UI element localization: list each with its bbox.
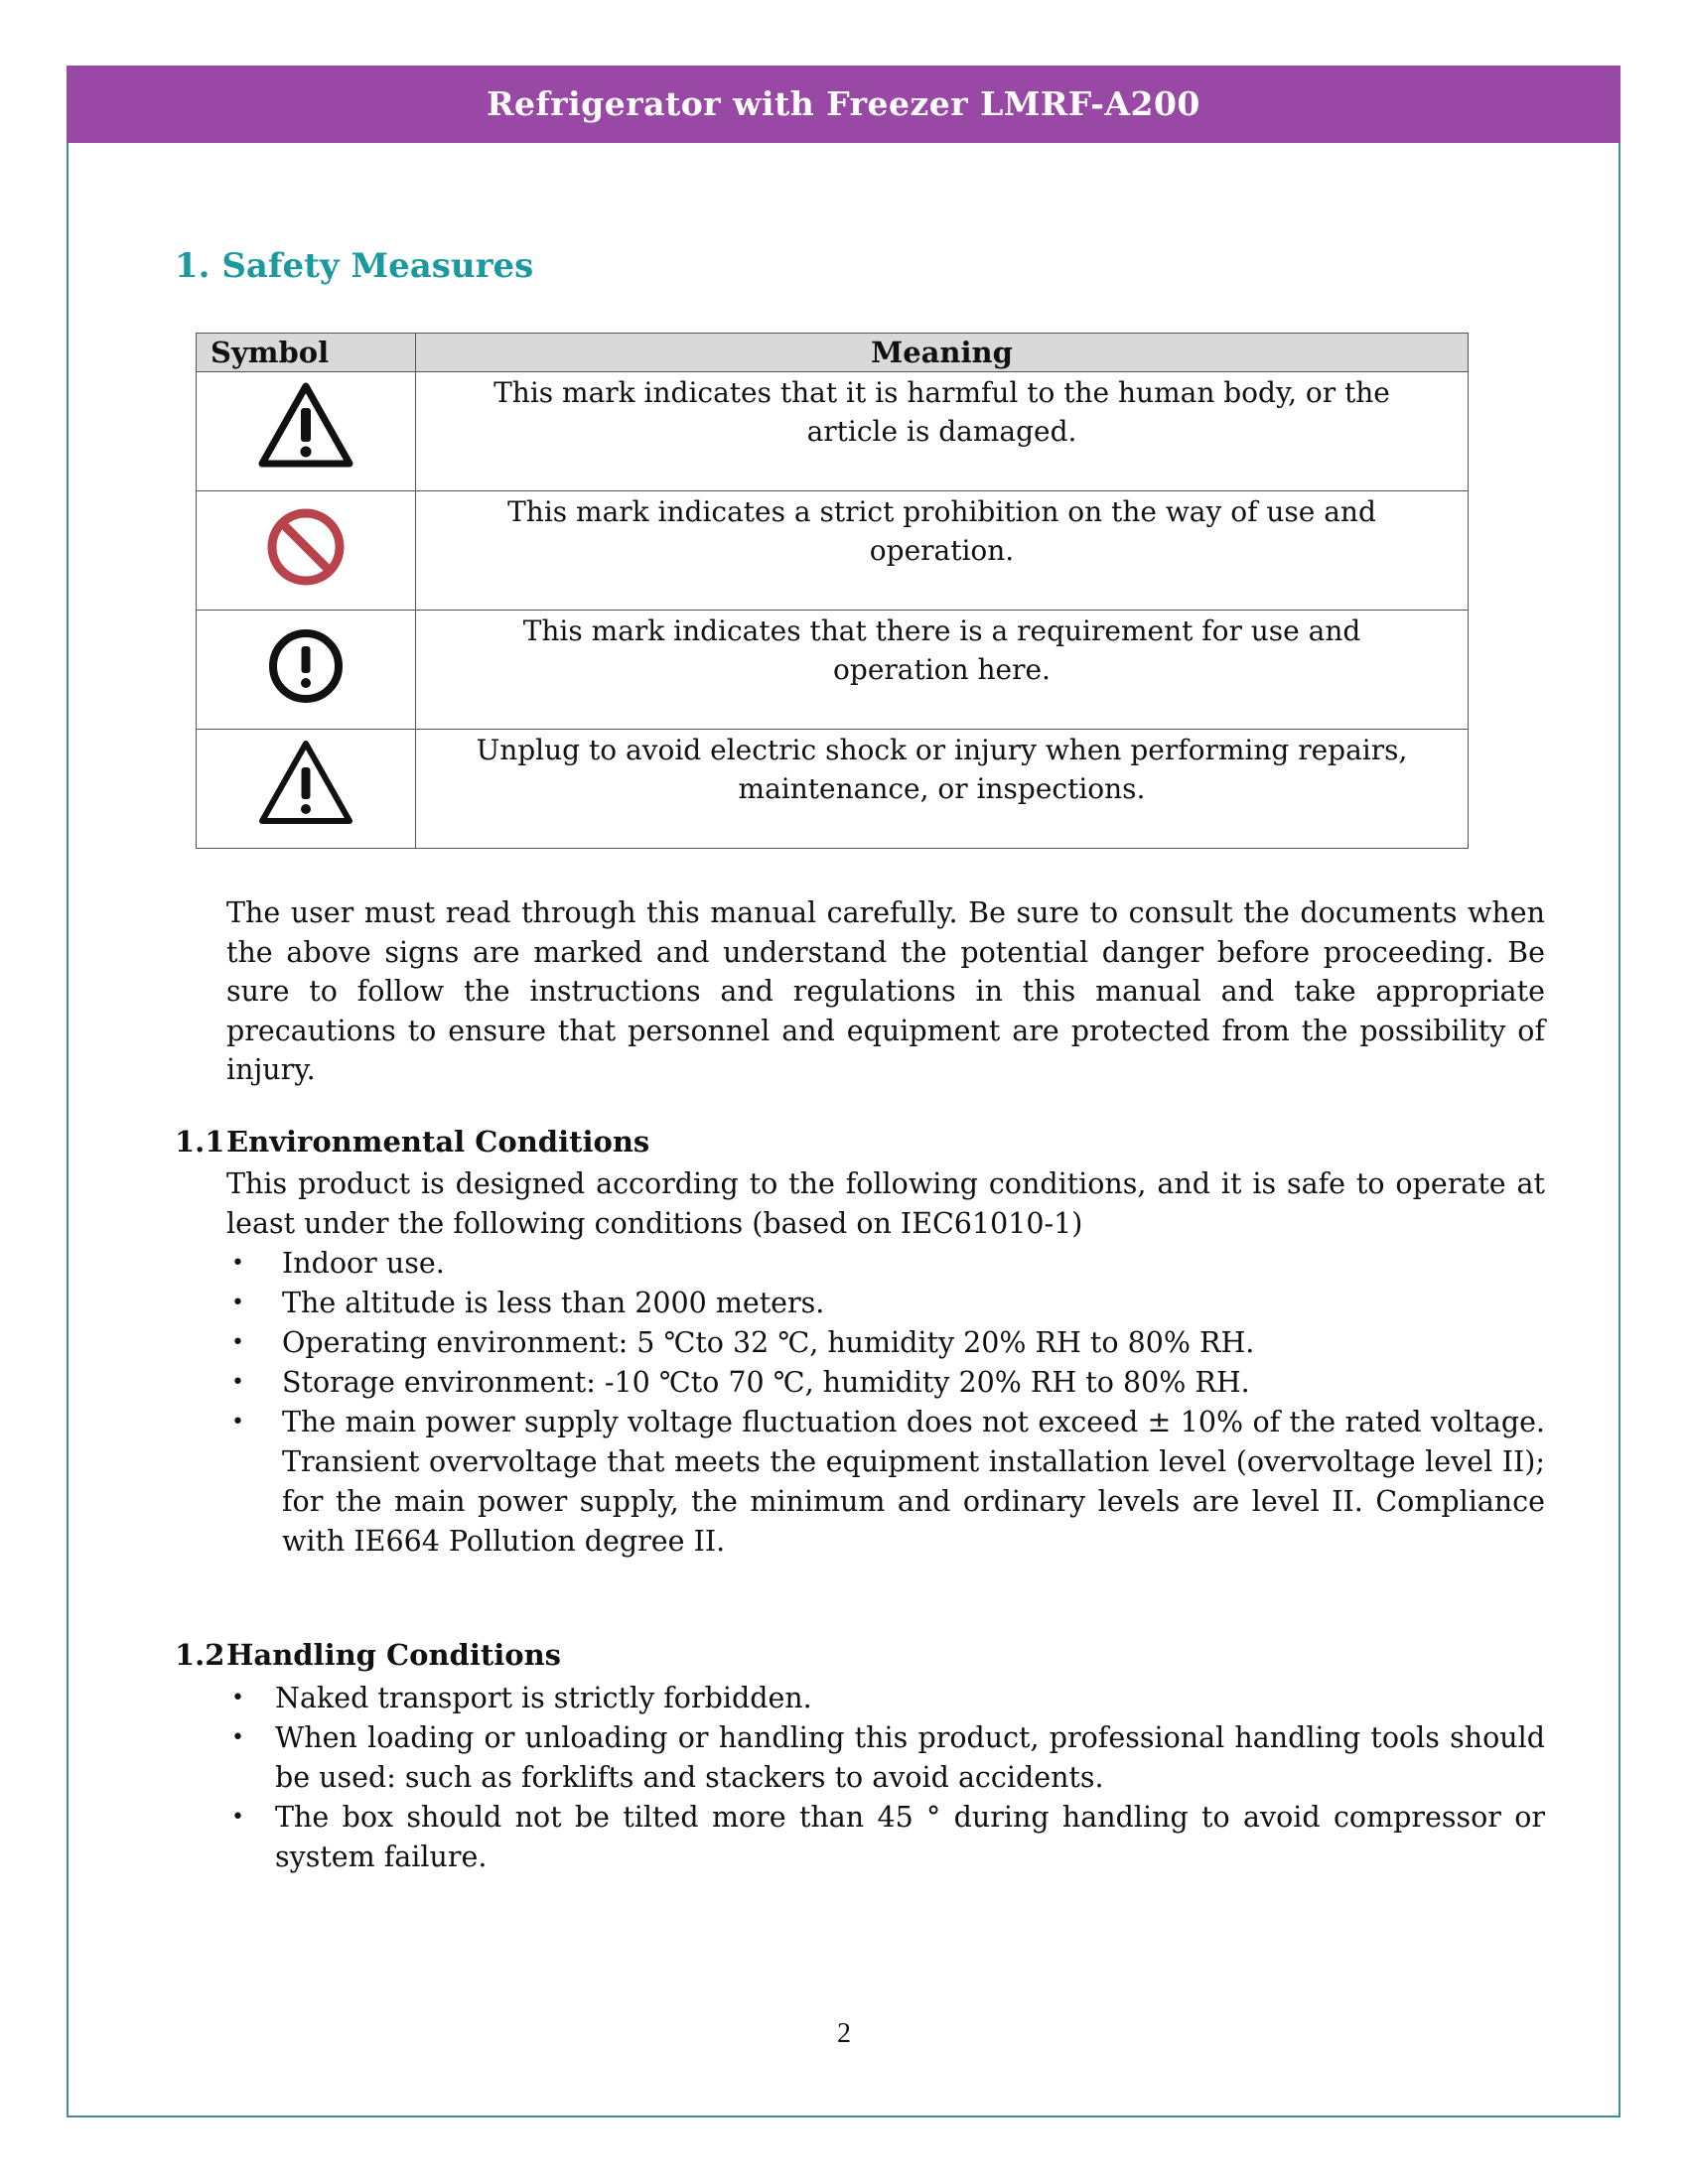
table-row xyxy=(197,730,1469,849)
table-row xyxy=(197,372,1469,491)
env-heading-title: Environmental Conditions xyxy=(226,1125,650,1159)
warning-triangle-icon xyxy=(256,736,355,835)
meaning-cell: Unplug to avoid electric shock or injury when performing repairs, maintenance, or inspections. xyxy=(416,730,1469,849)
handling-heading-number: 1.2 xyxy=(175,1638,225,1672)
table-row xyxy=(197,491,1469,611)
list-item: • The box should not be tilted more than 45 ° during handling to avoid compressor or system failure. xyxy=(226,1798,1545,1877)
mandatory-exclamation-icon xyxy=(256,616,355,716)
meaning-cell: This mark indicates that there is a requirement for use and operation here. xyxy=(416,611,1469,730)
symbol-cell xyxy=(197,491,416,611)
list-item: • Indoor use. xyxy=(226,1244,1545,1284)
table-header-row xyxy=(197,334,1469,372)
intro-paragraph: The user must read through this manual carefully. Be sure to consult the documents when the above signs are marked and understand the potential danger before proceeding. Be sure to follow the instructions and regulations in this manual and take appropriate precautions to ensure that personnel and equipment are protected from the possibility of injury. xyxy=(226,896,1545,1086)
env-intro-paragraph: This product is designed according to the following conditions, and it is safe to operate at least under the following conditions (based on IEC61010-1) xyxy=(226,1167,1545,1240)
document-header: Refrigerator with Freezer LMRF-A200 xyxy=(67,66,1620,143)
meaning-cell: This mark indicates that it is harmful to the human body, or the article is damaged. xyxy=(416,372,1469,491)
symbol-cell xyxy=(197,611,416,730)
prohibition-icon xyxy=(256,497,355,597)
list-item: • The altitude is less than 2000 meters. xyxy=(226,1284,1545,1323)
symbol-column-header: Symbol xyxy=(197,334,416,372)
bullet-icon: • xyxy=(231,1686,244,1710)
list-item: • Naked transport is strictly forbidden. xyxy=(226,1679,1545,1718)
symbol-table xyxy=(196,333,1469,849)
list-item: • Operating environment: 5 ℃to 32 ℃, humidity 20% RH to 80% RH. xyxy=(226,1323,1545,1363)
env-conditions-heading xyxy=(175,1125,649,1159)
env-conditions-list xyxy=(226,1244,1545,1562)
bullet-icon: • xyxy=(231,1725,244,1750)
meaning-column-header: Meaning xyxy=(416,334,1469,372)
handling-conditions-list xyxy=(226,1679,1545,1877)
bullet-icon: • xyxy=(231,1805,244,1830)
section-title: 1. Safety Measures xyxy=(175,246,534,286)
bullet-icon: • xyxy=(231,1251,244,1276)
symbol-cell xyxy=(197,372,416,491)
warning-triangle-icon xyxy=(256,378,355,478)
list-item: • Storage environment: -10 ℃to 70 ℃, humidity 20% RH to 80% RH. xyxy=(226,1363,1545,1403)
list-item: • The main power supply voltage fluctuation does not exceed ± 10% of the rated voltage. Transient overvoltage that meets the equipment installation level (overvoltage level II); for the main power supply, the minimum and ordinary levels are level II. Compliance with IE664 Pollution degree II. xyxy=(226,1403,1545,1562)
bullet-icon: • xyxy=(231,1330,244,1355)
page-number: 2 xyxy=(837,2018,851,2049)
bullet-icon: • xyxy=(231,1291,244,1315)
bullet-icon: • xyxy=(231,1370,244,1395)
table-row xyxy=(197,611,1469,730)
meaning-cell: This mark indicates a strict prohibition on the way of use and operation. xyxy=(416,491,1469,611)
handling-conditions-heading xyxy=(175,1638,561,1672)
symbol-cell xyxy=(197,730,416,849)
bullet-icon: • xyxy=(231,1410,244,1434)
env-heading-number: 1.1 xyxy=(175,1125,225,1159)
list-item: • When loading or unloading or handling this product, professional handling tools should be used: such as forklifts and stackers to avoid accidents. xyxy=(226,1718,1545,1798)
handling-heading-title: Handling Conditions xyxy=(226,1638,562,1672)
